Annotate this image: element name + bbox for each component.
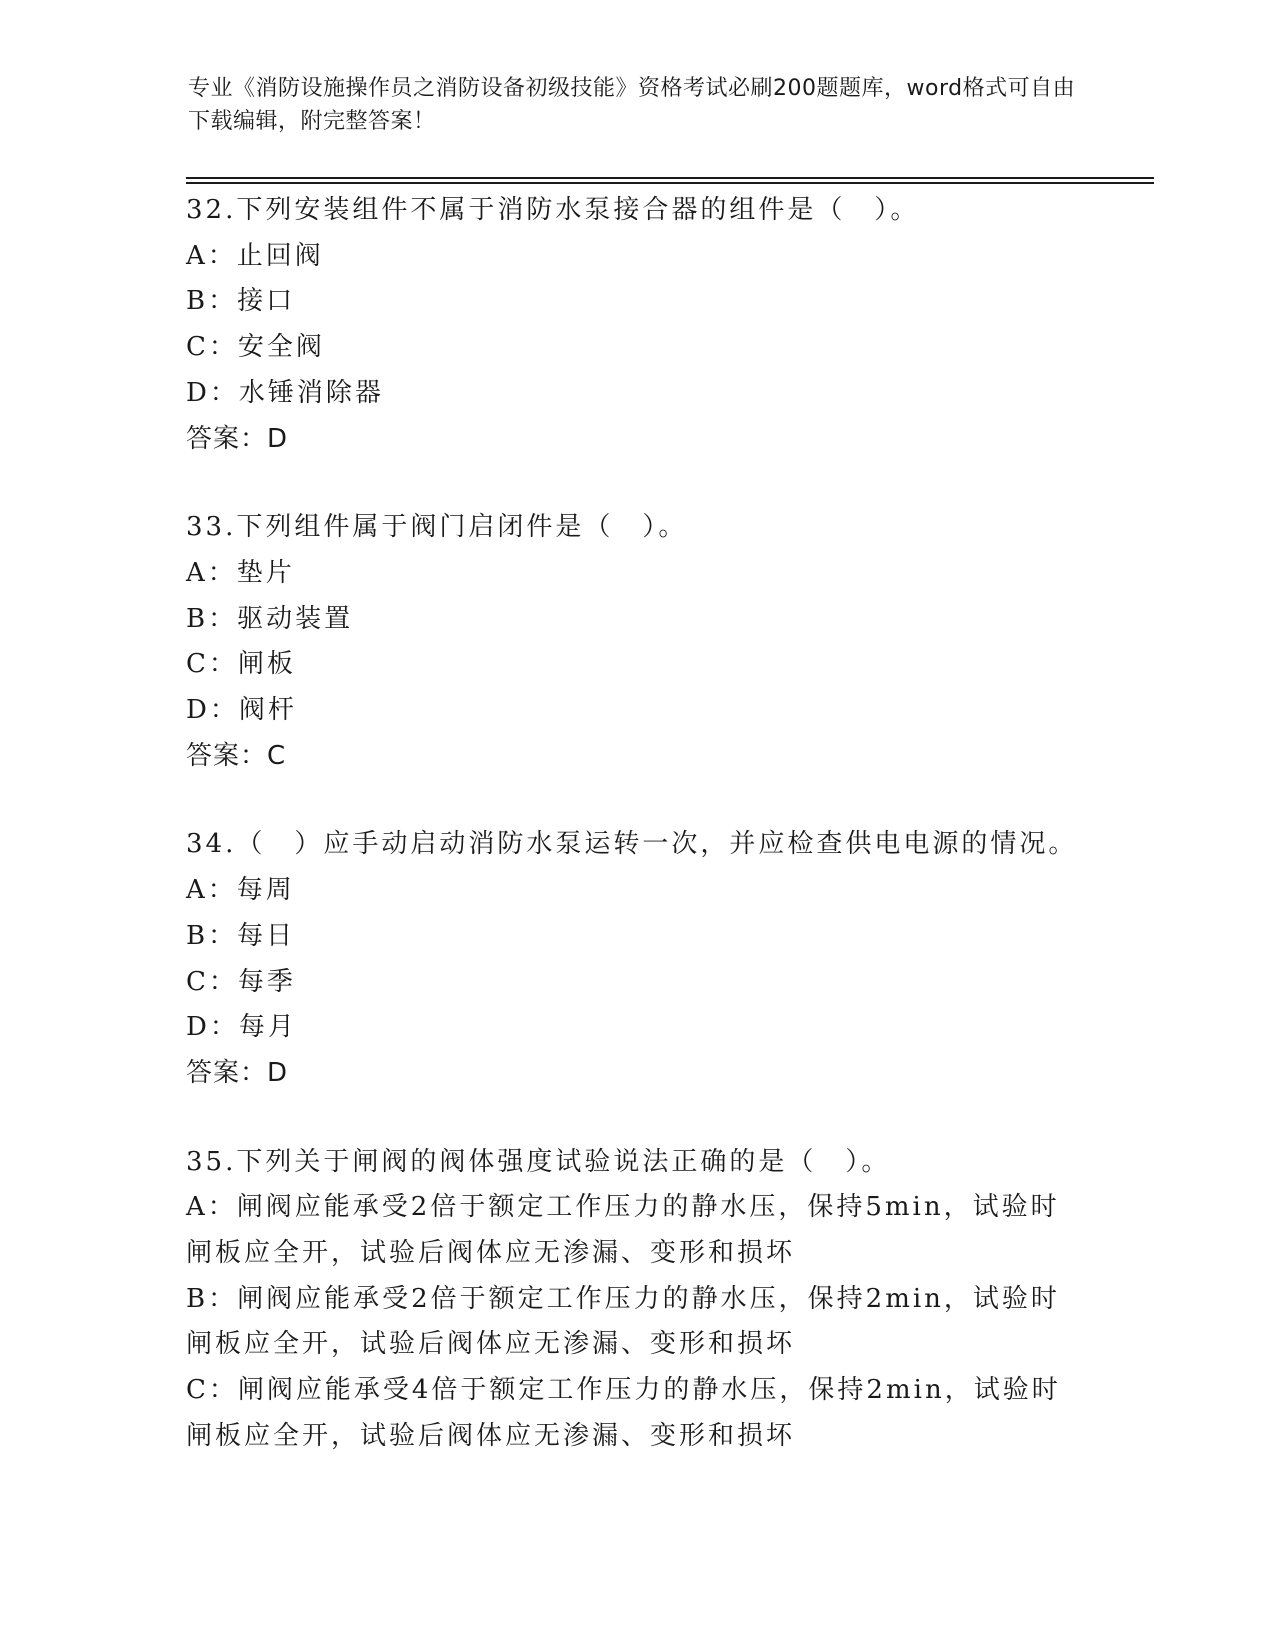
option-c: C：闸阀应能承受4倍于额定工作压力的静水压，保持2min，试验时闸板应全开，试验后阀体应无渗漏、变形和损坏 (186, 1375, 1061, 1451)
option-c: C：安全阀 (186, 332, 325, 363)
option-a: A：每周 (186, 875, 295, 906)
question-35 (186, 1140, 1086, 1460)
option-d: D：水锤消除器 (186, 377, 384, 408)
question-stem: 34.（ ）应手动启动消防水泵运转一次，并应检查供电电源的情况。 (186, 829, 1078, 860)
question-33 (186, 505, 1086, 779)
question-stem: 32.下列安装组件不属于消防水泵接合器的组件是（ ）。 (186, 195, 920, 225)
answer: 答案：D (186, 1057, 289, 1088)
answer: 答案：C (186, 740, 287, 771)
option-b: B：接口 (186, 286, 296, 317)
question-stem: 33.下列组件属于阀门启闭件是（ ）。 (186, 512, 688, 543)
option-b: B：闸阀应能承受2倍于额定工作压力的静水压，保持2min，试验时闸板应全开，试验后阀体应无渗漏、变形和损坏 (186, 1283, 1060, 1360)
header-divider-bottom (186, 182, 1154, 184)
option-a: A：止回阀 (186, 240, 324, 271)
option-a: A：垫片 (186, 557, 295, 588)
option-c: C：每季 (186, 966, 296, 997)
answer: 答案：D (186, 423, 289, 454)
document-header: 专业《消防设施操作员之消防设备初级技能》资格考试必刷200题题库，word格式可自由下载编辑，附完整答案！ (188, 76, 1076, 134)
option-a: A：闸阀应能承受2倍于额定工作压力的静水压，保持5min，试验时闸板应全开，试验后阀体应无渗漏、变形和损坏 (186, 1192, 1060, 1269)
option-d: D：阀杆 (186, 695, 297, 726)
option-b: B：每日 (186, 920, 296, 951)
question-list (186, 188, 1086, 1503)
question-34 (186, 822, 1086, 1096)
question-stem: 35.下列关于闸阀的阀体强度试验说法正确的是（ ）。 (186, 1146, 891, 1177)
option-c: C：闸板 (186, 649, 296, 680)
question-32 (186, 188, 1086, 462)
option-b: B：驱动装置 (186, 603, 354, 634)
option-d: D：每月 (186, 1012, 297, 1043)
header-divider-top (186, 177, 1154, 179)
